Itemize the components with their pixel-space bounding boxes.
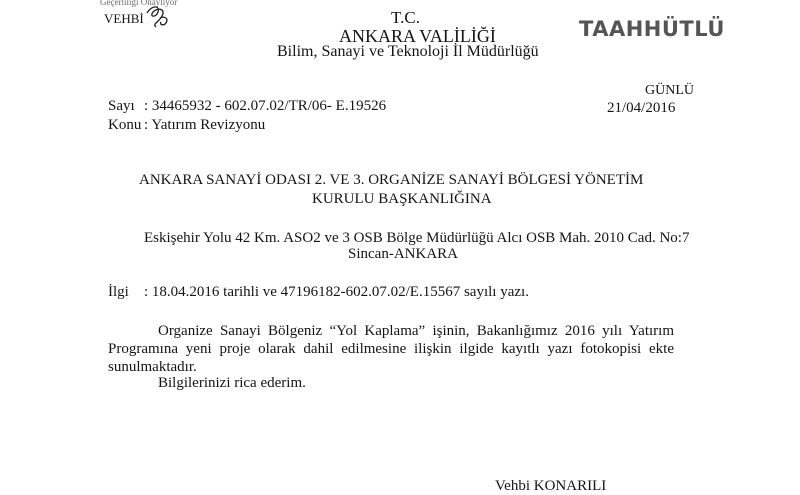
date-label: GÜNLÜ [645, 83, 694, 98]
body-paragraph: Organize Sanayi Bölgeniz “Yol Kaplama” işinin, Bakanlığımız 2016 yılı Yatırım Programına yeni proje olarak dahil edilmesine ilişkin ilgide kayıtlı yazı fotokopisi ekte sunulmaktadır. [108, 323, 674, 375]
signer-name: Vehbi KONARILI [495, 478, 607, 494]
sayi-label: Sayı [108, 98, 135, 114]
ilgi-value: : 18.04.2016 tarihli ve 47196182-602.07.02/E.15567 sayılı yazı. [144, 284, 529, 300]
sayi-value: : 34465932 - 602.07.02/TR/06- E.19526 [144, 98, 387, 114]
konu-label: Konu [108, 117, 142, 133]
recipient-line-2: KURULU BAŞKANLIĞINA [312, 191, 492, 207]
closing-sentence: Bilgilerinizi rica ederim. [158, 375, 306, 391]
recipient-address-1: Eskişehir Yolu 42 Km. ASO2 ve 3 OSB Bölge Müdürlüğü Alcı OSB Mah. 2010 Cad. No:7 [144, 230, 690, 246]
header-tc: T.C. [391, 8, 420, 27]
recipient-line-1: ANKARA SANAYİ ODASI 2. VE 3. ORGANİZE SANAYİ BÖLGESİ YÖNETİM [139, 172, 644, 188]
date-value: 21/04/2016 [607, 100, 676, 116]
header-valilik: ANKARA VALİLİĞİ [339, 26, 496, 46]
ilgi-label: İlgi [108, 284, 129, 300]
handwritten-signature-icon [144, 3, 174, 34]
header-mudurluk: Bilim, Sanayi ve Teknoloji İl Müdürlüğü [277, 43, 539, 60]
registered-mail-stamp: TAAHHÜTLÜ [579, 17, 725, 41]
konu-value: : Yatırım Revizyonu [144, 117, 266, 133]
recipient-address-2: Sincan-ANKARA [348, 246, 458, 262]
stamp-name: VEHBİ [104, 11, 144, 26]
verification-stamp-text: Geçerliliği Onaylıyor [100, 0, 178, 7]
